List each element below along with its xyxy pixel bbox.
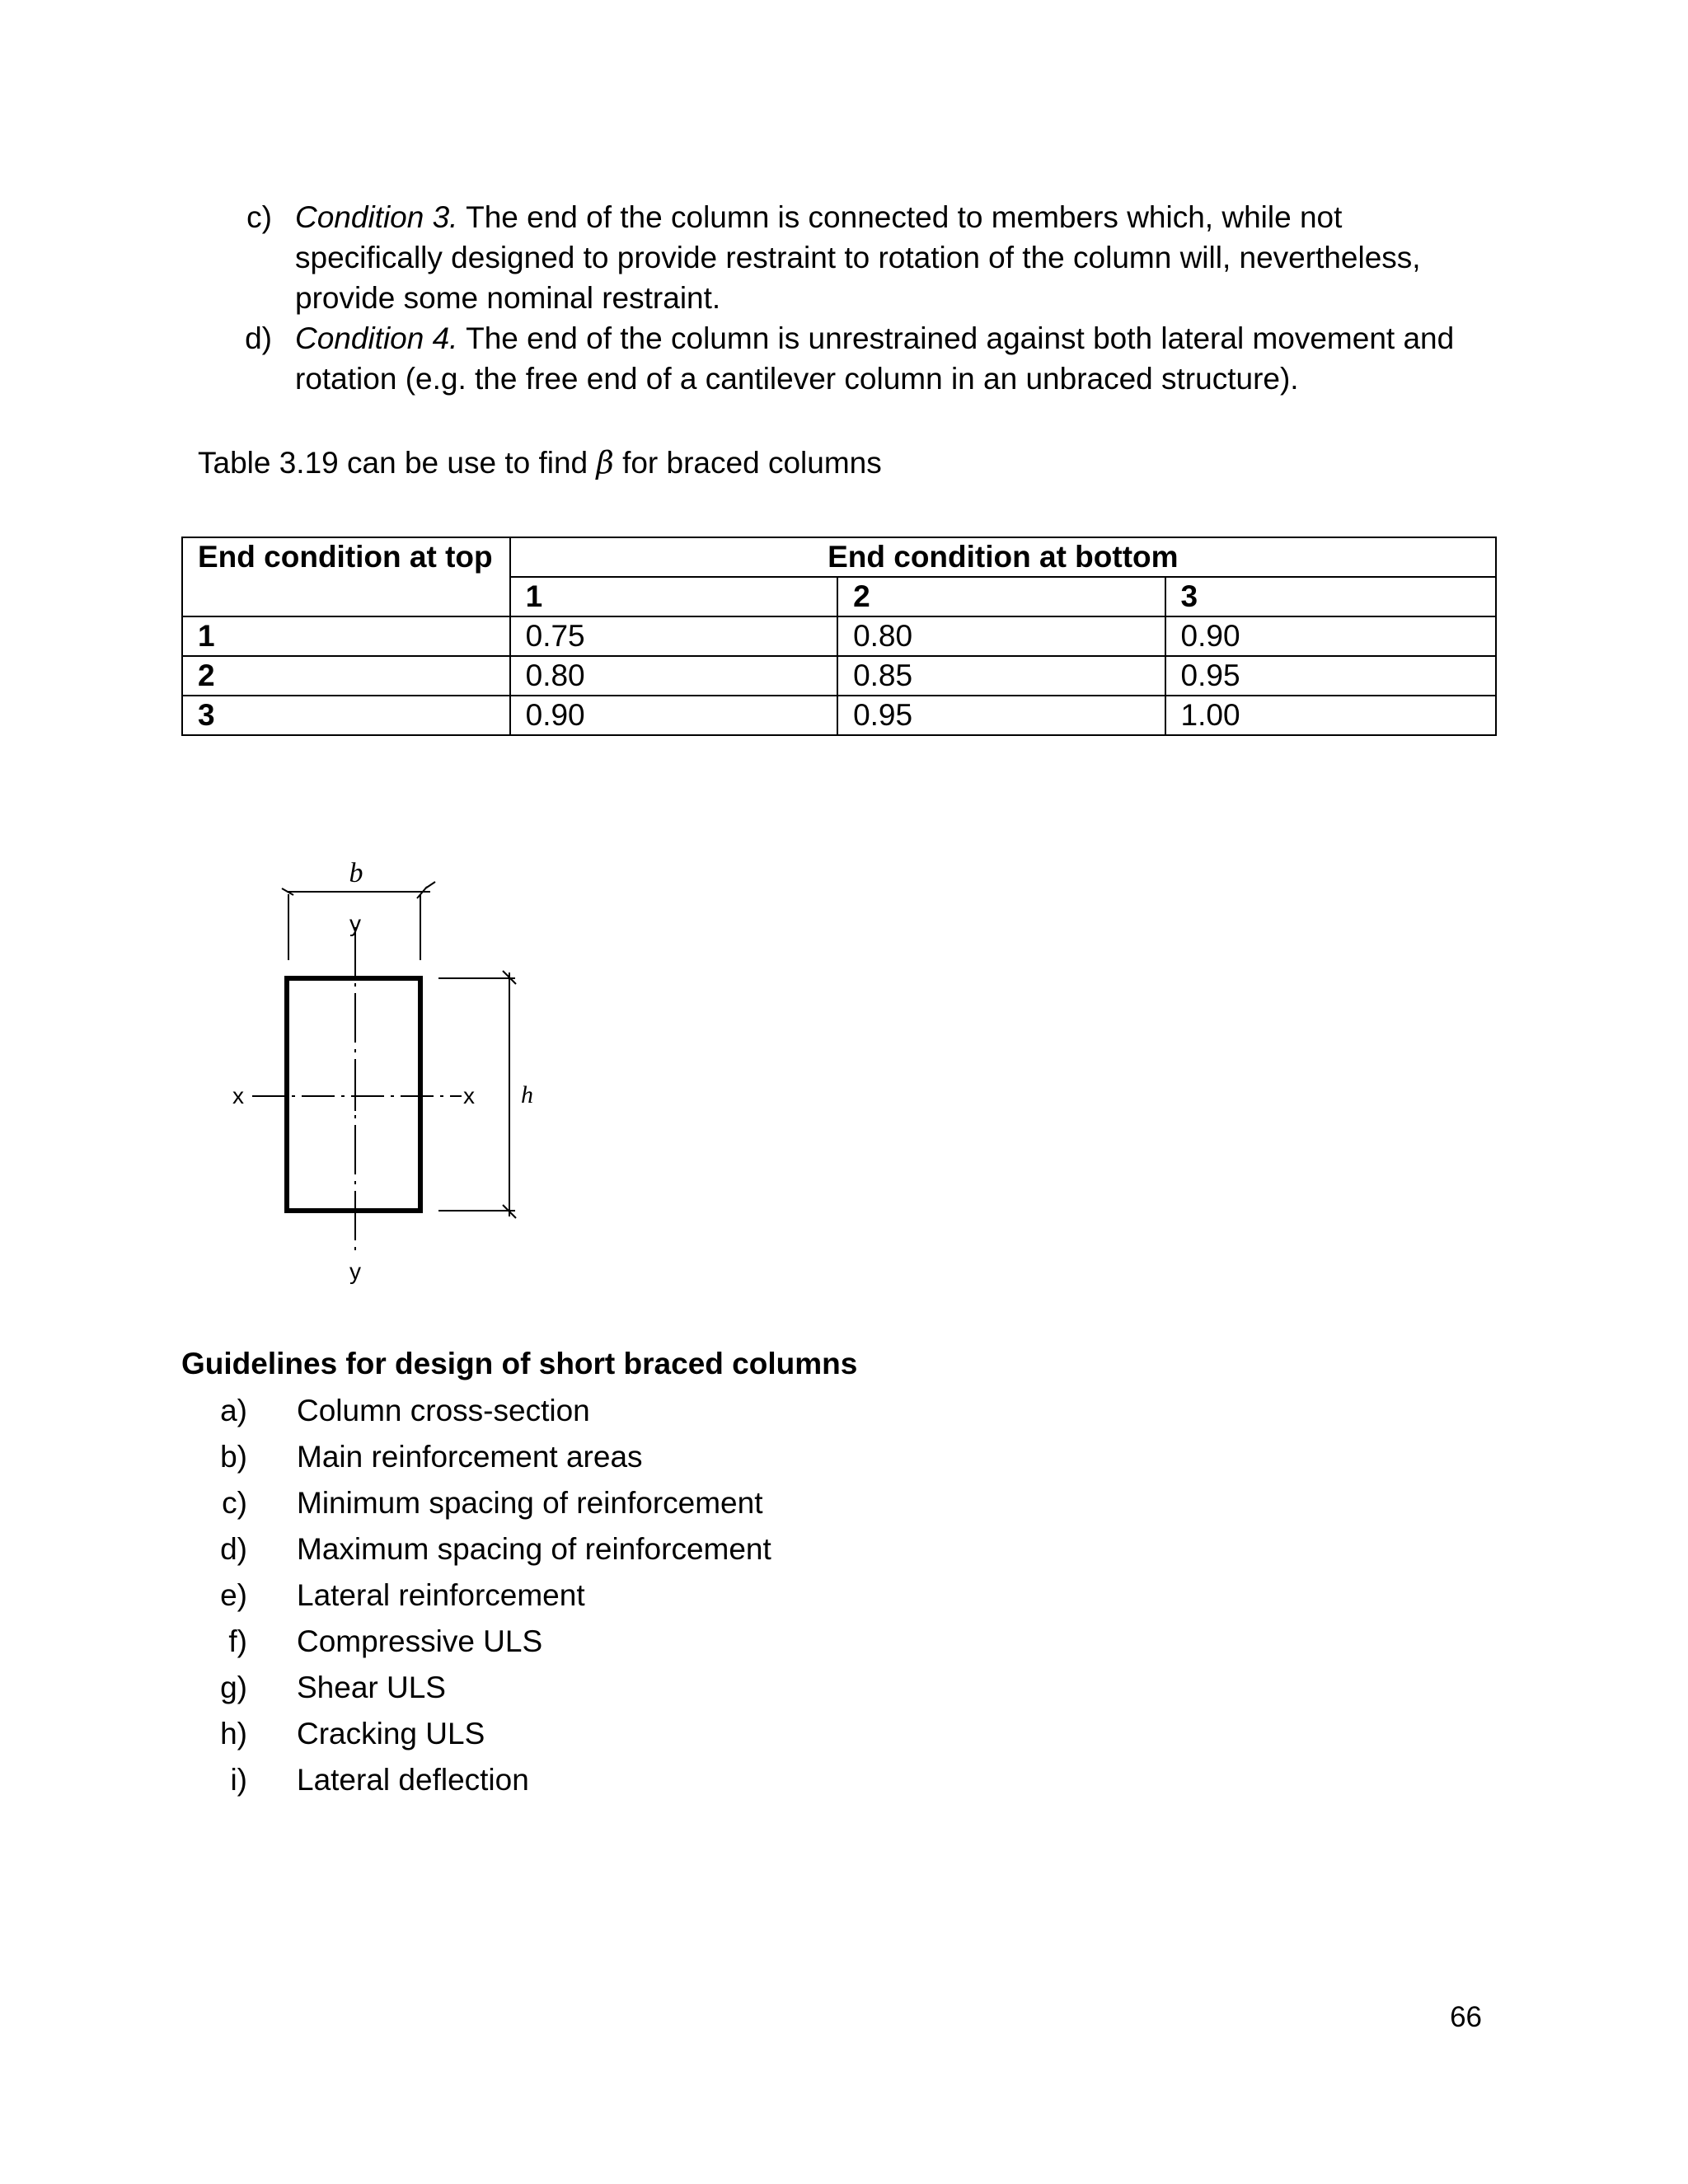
- header-end-condition-bottom: End condition at bottom: [510, 537, 1496, 577]
- condition-d-line1: The end of the column is unrestrained against both lateral movement and: [466, 321, 1455, 355]
- column-section-outline: [287, 978, 420, 1211]
- list-marker: e): [220, 1578, 247, 1612]
- height-dimension: [438, 971, 516, 1218]
- table-cell: 0.85: [837, 656, 1165, 696]
- condition-c-title: Condition 3.: [295, 200, 458, 234]
- list-text: Maximum spacing of reinforcement: [297, 1532, 771, 1566]
- list-marker: d): [220, 1532, 247, 1566]
- list-item: [181, 1480, 857, 1526]
- width-label: b: [349, 858, 363, 888]
- list-item: [181, 1572, 857, 1619]
- list-marker: h): [220, 1717, 247, 1750]
- table-cell: 1.00: [1165, 696, 1496, 735]
- table-row: [182, 656, 1496, 696]
- table-cell: 0.95: [837, 696, 1165, 735]
- table-intro: [198, 443, 882, 483]
- bottom-column-3: 3: [1165, 577, 1496, 616]
- condition-c-line2: specifically designed to provide restraint to rotation of the column will, nevertheless,: [295, 241, 1421, 274]
- guidelines-title: Guidelines for design of short braced columns: [181, 1347, 858, 1380]
- table-header-row: [182, 537, 1496, 577]
- header-end-condition-top: End condition at top: [182, 537, 510, 616]
- table-cell: 0.95: [1165, 656, 1496, 696]
- bottom-column-2: 2: [837, 577, 1165, 616]
- condition-d-title: Condition 4.: [295, 321, 458, 355]
- table-cell: 0.75: [510, 616, 837, 656]
- axis-x-left-label: x: [232, 1083, 244, 1108]
- list-item: [181, 1711, 857, 1757]
- list-item: [181, 1619, 857, 1665]
- list-item: [181, 1665, 857, 1711]
- row-top-condition: 2: [182, 656, 510, 696]
- axis-y-bottom-label: y: [349, 1258, 361, 1284]
- condition-c-line1: The end of the column is connected to members which, while not: [466, 200, 1343, 234]
- list-marker: g): [220, 1671, 247, 1704]
- table-intro-after: for braced columns: [622, 446, 882, 480]
- list-marker: b): [220, 1440, 247, 1474]
- axis-x-right-label: x: [463, 1083, 475, 1108]
- table-intro-before: Table 3.19 can be use to find: [198, 446, 588, 480]
- condition-c-line3: provide some nominal restraint.: [295, 281, 721, 315]
- list-text: Main reinforcement areas: [297, 1440, 643, 1474]
- list-item: [181, 1526, 857, 1572]
- list-text: Compressive ULS: [297, 1624, 543, 1658]
- list-text: Lateral deflection: [297, 1763, 529, 1797]
- list-marker: i): [230, 1763, 247, 1797]
- table-row: [182, 696, 1496, 735]
- list-marker: c): [222, 1486, 247, 1520]
- list-text: Shear ULS: [297, 1671, 446, 1704]
- column-cross-section-diagram: [214, 849, 560, 1286]
- table-cell: 0.80: [837, 616, 1165, 656]
- axis-y-top-label: y: [349, 911, 361, 936]
- table-row: [182, 616, 1496, 656]
- condition-c-marker: c): [246, 200, 272, 234]
- condition-c: [181, 197, 1517, 318]
- list-marker: f): [228, 1624, 247, 1658]
- table-cell: 0.90: [510, 696, 837, 735]
- page-number: 66: [1450, 2001, 1482, 2033]
- effective-length-table: [181, 537, 1497, 736]
- list-marker: a): [220, 1394, 247, 1427]
- list-text: Lateral reinforcement: [297, 1578, 585, 1612]
- condition-d-line2: rotation (e.g. the free end of a cantilever column in an unbraced structure).: [295, 362, 1299, 396]
- list-text: Column cross-section: [297, 1394, 590, 1427]
- list-item: [181, 1757, 857, 1803]
- bottom-column-1: 1: [510, 577, 837, 616]
- table-cell: 0.90: [1165, 616, 1496, 656]
- beta-symbol: β: [596, 445, 614, 480]
- row-top-condition: 3: [182, 696, 510, 735]
- height-label: h: [521, 1081, 533, 1108]
- row-top-condition: 1: [182, 616, 510, 656]
- list-item: [181, 1388, 857, 1434]
- list-text: Cracking ULS: [297, 1717, 485, 1750]
- list-text: Minimum spacing of reinforcement: [297, 1486, 763, 1520]
- condition-d: [181, 318, 1517, 399]
- table-cell: 0.80: [510, 656, 837, 696]
- condition-d-marker: d): [245, 321, 272, 355]
- guidelines-section: [181, 1343, 857, 1803]
- list-item: [181, 1434, 857, 1480]
